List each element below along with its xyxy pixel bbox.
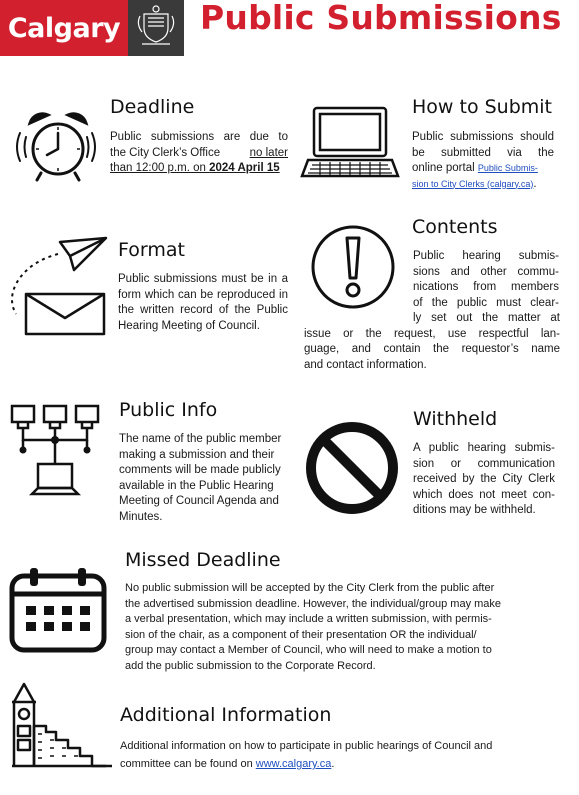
contents-line: Public hearing submis- [413, 250, 559, 262]
network-computers-icon [10, 404, 110, 504]
punctuation: . [533, 177, 537, 190]
contents-line: of the public must clear- [413, 296, 559, 309]
contents-line: ly set out the matter at [413, 312, 560, 324]
withheld-line: ditions may be withheld. [413, 504, 536, 516]
missed-deadline-line: No public submission will be accepted by the City Clerk from the public after [125, 582, 495, 594]
laptop-icon [300, 104, 400, 184]
withheld-text [413, 441, 555, 519]
withheld-line: received by the City Clerk [413, 473, 555, 485]
calendar-icon [8, 566, 112, 654]
missed-deadline-line: add the public submission to the Corporate Record. [125, 659, 376, 672]
alarm-clock-icon [14, 105, 104, 185]
additional-info-heading: Additional Information [120, 704, 332, 726]
additional-info-line: committee can be found on [120, 758, 256, 770]
contents-text-upper [413, 249, 559, 311]
deadline-line: the City Clerk’s Office [110, 146, 221, 159]
exclamation-circle-icon [308, 222, 398, 312]
city-hall-icon [10, 680, 114, 770]
public-info-text [119, 432, 299, 525]
prohibited-icon [302, 418, 402, 518]
withheld-heading: Withheld [413, 408, 498, 430]
missed-deadline-line: a verbal presentation, which may include a written submission, with permis- [125, 613, 492, 625]
how-to-submit-line: Public submissions should [412, 131, 554, 143]
logo-text: Calgary [7, 12, 121, 44]
format-text: Public submissions must be in a form which can be reproduced in the written record of the Public Hearing Meeting of Council. [118, 273, 288, 332]
deadline-heading: Deadline [110, 96, 195, 118]
contents-line: nications from members [413, 281, 559, 293]
withheld-line: A public hearing submis- [413, 442, 555, 454]
public-info-line: available in the Public Hearing [119, 479, 274, 492]
paper-plane-envelope-icon [4, 236, 112, 344]
additional-info-line: Additional information on how to participate in public hearings of Council and [120, 740, 493, 752]
how-to-submit-line: be submitted via the [412, 146, 554, 159]
calgary-website-link[interactable]: www.calgary.ca [255, 758, 332, 770]
how-to-submit-line: online portal [412, 162, 478, 174]
public-info-line: comments will be made publicly [119, 464, 281, 476]
missed-deadline-heading: Missed Deadline [125, 549, 281, 571]
public-info-line: The name of the public member [119, 433, 282, 445]
contents-heading: Contents [412, 216, 498, 238]
missed-deadline-line: group may contact a Member of Council, who will need to make a motion to [125, 644, 492, 656]
withheld-line: which does not meet con- [413, 488, 555, 501]
missed-deadline-line: the advertised submission deadline. However, the individual/group may make [125, 597, 502, 610]
page-title: Public Submissions [200, 0, 562, 37]
public-info-heading: Public Info [119, 399, 218, 421]
deadline-line: Public submissions are due to [110, 131, 288, 143]
deadline-emphasis: than 12:00 p.m. on [110, 162, 210, 174]
public-info-line: Meeting of Council Agenda and [119, 495, 279, 507]
deadline-date: 2024 April 15 [209, 162, 280, 174]
missed-deadline-line: sion of the chair, as a component of their presentation OR the individual/ [125, 628, 477, 641]
contents-line: sions and other commu- [413, 265, 559, 278]
public-info-line: making a submission and their [119, 448, 275, 461]
how-to-submit-text [412, 130, 554, 192]
punctuation: . [331, 758, 335, 770]
portal-link[interactable]: sion to City Clerks (calgary.ca) [412, 178, 534, 189]
contents-line: guage, and contain the requestor’s name [304, 343, 560, 355]
deadline-text [110, 130, 288, 177]
portal-link[interactable]: Public Submis- [477, 163, 538, 173]
calgary-logo [0, 0, 128, 56]
withheld-line: sion or communication [413, 457, 555, 470]
missed-deadline-text [125, 581, 555, 674]
public-info-line: Minutes. [119, 510, 163, 523]
deadline-emphasis: no later [249, 146, 288, 159]
format-heading: Format [118, 239, 185, 261]
additional-info-text [120, 737, 560, 773]
contents-text-lower [304, 311, 560, 373]
contents-line: and contact information. [304, 358, 427, 371]
contents-line: issue or the request, use respectful lan- [304, 327, 560, 340]
how-to-submit-heading: How to Submit [412, 96, 553, 118]
city-crest-icon [128, 0, 184, 56]
